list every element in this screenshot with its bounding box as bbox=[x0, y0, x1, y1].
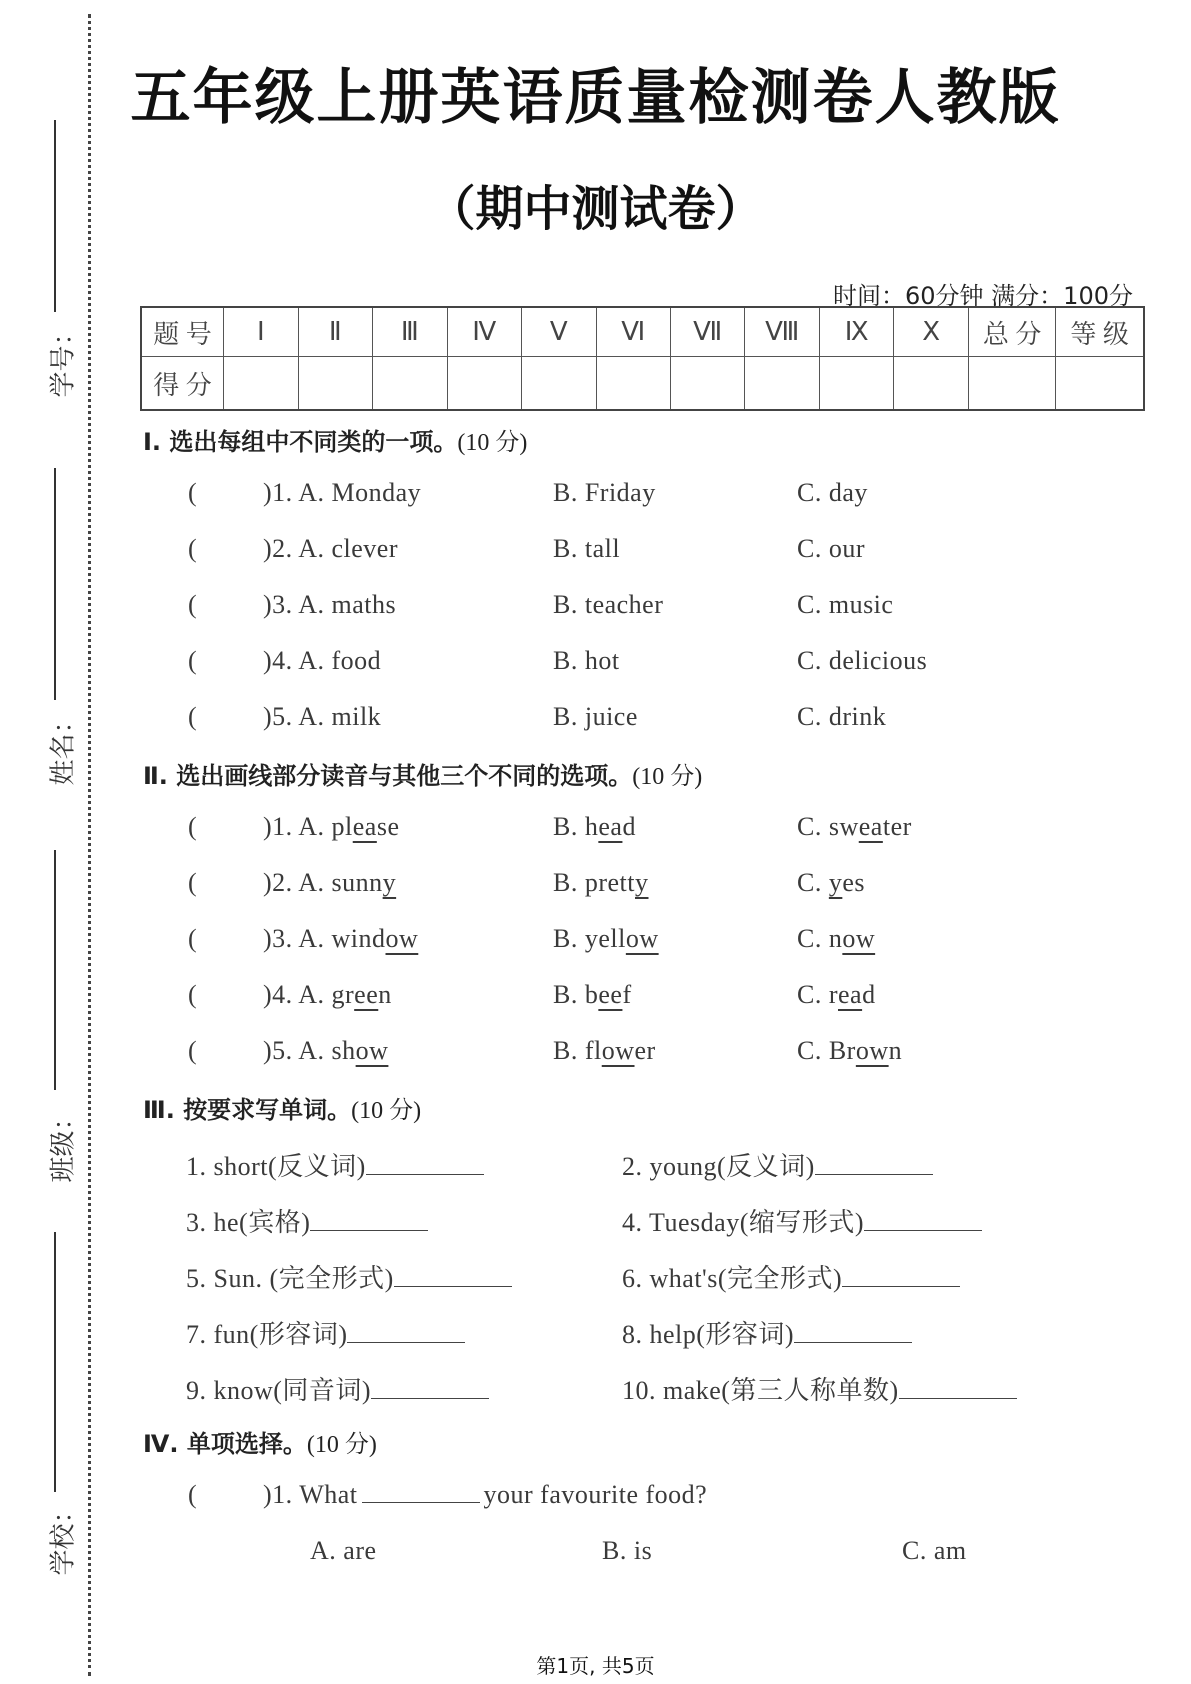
answer-paren[interactable]: ( bbox=[188, 702, 198, 731]
word-question bbox=[186, 1146, 484, 1183]
column-header: Ⅰ bbox=[224, 307, 298, 357]
section-heading bbox=[143, 756, 702, 791]
answer-blank[interactable] bbox=[366, 1152, 484, 1175]
section-title: Ⅳ. 单项选择。 bbox=[143, 1430, 307, 1458]
option-c bbox=[797, 812, 912, 842]
answer-blank[interactable] bbox=[347, 1320, 465, 1343]
score-cell[interactable] bbox=[596, 357, 670, 411]
school-line bbox=[54, 1232, 56, 1492]
option-b: B. Friday bbox=[553, 478, 656, 507]
option-b bbox=[553, 1036, 656, 1066]
answer-paren[interactable]: ( bbox=[188, 868, 198, 897]
class-label: 班级： bbox=[48, 1104, 79, 1183]
option-number: )5. A. bbox=[263, 1036, 332, 1065]
word-question bbox=[186, 1202, 428, 1239]
underlined-part: ow bbox=[601, 1036, 635, 1065]
answer-blank[interactable] bbox=[794, 1320, 912, 1343]
column-header: Ⅳ bbox=[447, 307, 521, 357]
answer-blank[interactable] bbox=[371, 1376, 489, 1399]
score-cell[interactable] bbox=[968, 357, 1055, 411]
underlined-part: ee bbox=[598, 980, 623, 1009]
option-b bbox=[553, 812, 636, 842]
name-line bbox=[54, 468, 56, 700]
word-question bbox=[622, 1146, 933, 1183]
question-text: 3. he(宾格) bbox=[186, 1208, 311, 1237]
section-title: Ⅰ. 选出每组中不同类的一项。 bbox=[143, 428, 458, 456]
school-label: 学校： bbox=[48, 1497, 79, 1576]
option-b bbox=[553, 980, 632, 1010]
underlined-part: ea bbox=[598, 812, 623, 841]
word-part: B. yell bbox=[553, 924, 626, 953]
score-cell[interactable] bbox=[894, 357, 968, 411]
underlined-part: ow bbox=[842, 924, 876, 953]
underlined-part: ow bbox=[385, 924, 419, 953]
answer-paren[interactable]: ( bbox=[188, 1480, 198, 1509]
word-part: wind bbox=[331, 924, 386, 953]
section-points: (10 分) bbox=[351, 1098, 422, 1124]
word-part: C. n bbox=[797, 924, 843, 953]
score-cell[interactable] bbox=[1056, 357, 1144, 411]
score-table bbox=[140, 306, 1145, 411]
underlined-part: ea bbox=[858, 812, 883, 841]
time-and-score: 时间：60分钟 满分：100分 bbox=[833, 282, 1133, 310]
class-line bbox=[54, 850, 56, 1090]
option-a: )2. A. clever bbox=[263, 534, 399, 563]
score-cell[interactable] bbox=[373, 357, 447, 411]
question-text: your favourite food? bbox=[483, 1480, 708, 1509]
score-cell[interactable] bbox=[224, 357, 298, 411]
question-text: 4. Tuesday(缩写形式) bbox=[622, 1208, 865, 1237]
answer-paren[interactable]: ( bbox=[188, 534, 198, 563]
question-text: 5. Sun. (完全形式) bbox=[186, 1264, 394, 1293]
word-part: B. fl bbox=[553, 1036, 602, 1065]
word-part: B. h bbox=[553, 812, 599, 841]
option-c bbox=[797, 980, 876, 1010]
column-header: Ⅷ bbox=[745, 307, 819, 357]
word-question bbox=[186, 1370, 489, 1407]
question-text: 8. help(形容词) bbox=[622, 1320, 795, 1349]
word-part: B. prett bbox=[553, 868, 635, 897]
column-header: Ⅲ bbox=[373, 307, 447, 357]
option-c bbox=[797, 868, 865, 898]
option-a bbox=[263, 1036, 388, 1066]
word-part: C. bbox=[797, 868, 829, 897]
column-header: Ⅴ bbox=[522, 307, 596, 357]
page-subtitle: （期中测试卷） bbox=[427, 181, 764, 237]
answer-blank[interactable] bbox=[394, 1264, 512, 1287]
word-part: pl bbox=[331, 812, 353, 841]
choice-option[interactable]: A. are bbox=[310, 1536, 377, 1565]
score-cell[interactable] bbox=[298, 357, 372, 411]
question-text: 2. young(反义词) bbox=[622, 1152, 815, 1181]
word-part: er bbox=[634, 1036, 656, 1065]
option-c bbox=[797, 924, 875, 954]
underlined-part: ow bbox=[625, 924, 659, 953]
word-question bbox=[622, 1202, 982, 1239]
answer-blank[interactable] bbox=[864, 1208, 982, 1231]
column-header: 总 分 bbox=[968, 307, 1055, 357]
option-c: C. drink bbox=[797, 702, 887, 731]
answer-blank[interactable] bbox=[362, 1480, 480, 1503]
choice-option[interactable]: B. is bbox=[602, 1536, 653, 1565]
option-c: C. our bbox=[797, 534, 865, 563]
word-part: ter bbox=[882, 812, 912, 841]
word-question bbox=[622, 1314, 912, 1351]
score-cell[interactable] bbox=[745, 357, 819, 411]
option-b bbox=[553, 868, 649, 898]
question-text: 1. short(反义词) bbox=[186, 1152, 366, 1181]
option-a: )1. A. Monday bbox=[263, 478, 422, 507]
answer-blank[interactable] bbox=[310, 1208, 428, 1231]
column-header: Ⅵ bbox=[596, 307, 670, 357]
answer-blank[interactable] bbox=[842, 1264, 960, 1287]
option-a: )3. A. maths bbox=[263, 590, 397, 619]
underlined-part: y bbox=[382, 868, 397, 897]
option-c: C. delicious bbox=[797, 646, 928, 675]
option-number: )3. A. bbox=[263, 924, 332, 953]
word-part: B. b bbox=[553, 980, 599, 1009]
answer-paren[interactable]: ( bbox=[188, 478, 198, 507]
word-part: sh bbox=[331, 1036, 356, 1065]
option-c: C. music bbox=[797, 590, 894, 619]
underlined-part: ow bbox=[355, 1036, 389, 1065]
word-part: d bbox=[622, 812, 636, 841]
section-title: Ⅱ. 选出画线部分读音与其他三个不同的选项。 bbox=[143, 762, 633, 790]
score-row-label: 得 分 bbox=[141, 357, 224, 411]
underlined-part: ow bbox=[855, 1036, 889, 1065]
column-header: Ⅹ bbox=[894, 307, 968, 357]
word-question bbox=[186, 1314, 465, 1351]
answer-blank[interactable] bbox=[899, 1376, 1017, 1399]
option-a bbox=[263, 812, 400, 842]
word-part: C. Br bbox=[797, 1036, 856, 1065]
option-b: B. hot bbox=[553, 646, 620, 675]
student-id-label: 学号： bbox=[48, 319, 79, 398]
score-cell[interactable] bbox=[819, 357, 893, 411]
page-title: 五年级上册英语质量检测卷人教版 bbox=[130, 63, 1061, 133]
option-b bbox=[553, 924, 659, 954]
option-b: B. teacher bbox=[553, 590, 664, 619]
underlined-part: y bbox=[635, 868, 649, 897]
word-part: es bbox=[842, 868, 866, 897]
option-a bbox=[263, 868, 396, 898]
answer-paren[interactable]: ( bbox=[188, 980, 198, 1009]
word-part: n bbox=[378, 980, 392, 1009]
answer-paren[interactable]: ( bbox=[188, 590, 198, 619]
word-question bbox=[186, 1258, 512, 1295]
word-part: gr bbox=[331, 980, 355, 1009]
underlined-part: ee bbox=[354, 980, 379, 1009]
word-part: sunn bbox=[331, 868, 383, 897]
question-text: 9. know(同音词) bbox=[186, 1376, 372, 1405]
answer-paren[interactable]: ( bbox=[188, 1036, 198, 1065]
word-question bbox=[622, 1370, 1017, 1407]
answer-blank[interactable] bbox=[815, 1152, 933, 1175]
page-number: 第1页, 共5页 bbox=[536, 1654, 655, 1678]
row-header-label: 题 号 bbox=[141, 307, 224, 357]
word-part: C. sw bbox=[797, 812, 859, 841]
word-part: se bbox=[376, 812, 400, 841]
question-1 bbox=[263, 1480, 707, 1510]
question-text: 6. what's(完全形式) bbox=[622, 1264, 843, 1293]
column-header: 等 级 bbox=[1056, 307, 1144, 357]
section-heading bbox=[143, 1090, 421, 1125]
option-a: )5. A. milk bbox=[263, 702, 382, 731]
section-points: (10 分) bbox=[632, 764, 703, 790]
option-c: C. day bbox=[797, 478, 868, 507]
score-cell[interactable] bbox=[447, 357, 521, 411]
underlined-part: ea bbox=[838, 980, 863, 1009]
score-cell[interactable] bbox=[522, 357, 596, 411]
option-b: B. tall bbox=[553, 534, 621, 563]
option-b: B. juice bbox=[553, 702, 638, 731]
word-part: f bbox=[622, 980, 632, 1009]
word-part: d bbox=[862, 980, 876, 1009]
option-number: )1. A. bbox=[263, 812, 332, 841]
word-question bbox=[622, 1258, 960, 1295]
section-title: Ⅲ. 按要求写单词。 bbox=[143, 1096, 352, 1124]
answer-paren[interactable]: ( bbox=[188, 924, 198, 953]
question-text: 7. fun(形容词) bbox=[186, 1320, 348, 1349]
column-header: Ⅶ bbox=[670, 307, 744, 357]
option-a bbox=[263, 924, 418, 954]
choice-option[interactable]: C. am bbox=[902, 1536, 967, 1565]
binding-dotted-line bbox=[88, 14, 91, 1676]
section-heading bbox=[143, 422, 527, 457]
option-a bbox=[263, 980, 392, 1010]
option-number: )4. A. bbox=[263, 980, 332, 1009]
option-number: )2. A. bbox=[263, 868, 332, 897]
question-text: )1. What bbox=[263, 1480, 358, 1509]
column-header: Ⅱ bbox=[298, 307, 372, 357]
score-cell[interactable] bbox=[670, 357, 744, 411]
answer-paren[interactable]: ( bbox=[188, 812, 198, 841]
section-points: (10 分) bbox=[457, 430, 528, 456]
underlined-part: y bbox=[828, 868, 843, 897]
word-part: n bbox=[888, 1036, 903, 1065]
section-points: (10 分) bbox=[306, 1432, 377, 1458]
section-heading bbox=[143, 1424, 377, 1459]
name-label: 姓名： bbox=[48, 707, 79, 786]
question-text: 10. make(第三人称单数) bbox=[622, 1376, 899, 1405]
answer-paren[interactable]: ( bbox=[188, 646, 198, 675]
word-part: C. r bbox=[797, 980, 838, 1009]
option-c bbox=[797, 1036, 902, 1066]
underlined-part: ea bbox=[352, 812, 377, 841]
column-header: Ⅸ bbox=[819, 307, 893, 357]
option-a: )4. A. food bbox=[263, 646, 382, 675]
